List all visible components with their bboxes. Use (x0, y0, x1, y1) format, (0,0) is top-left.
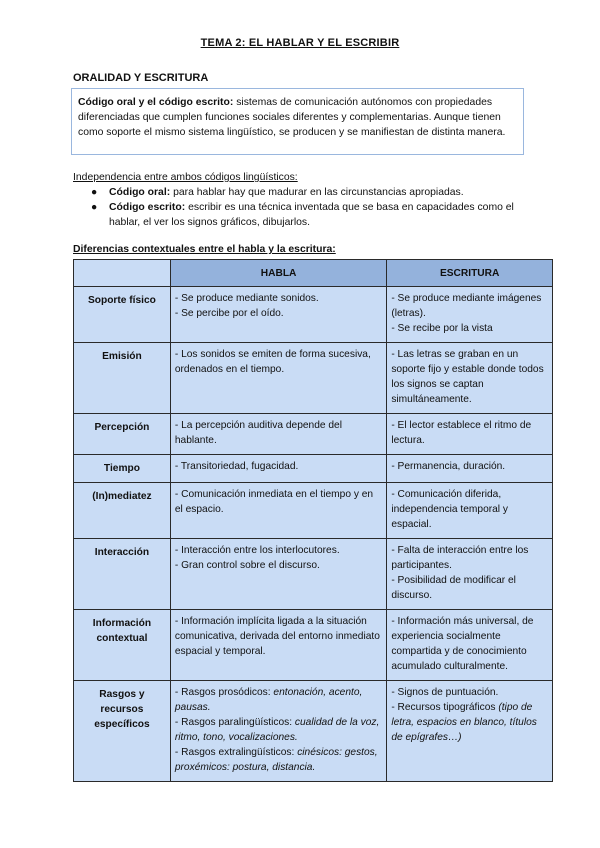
cell-line: - Interacción entre los interlocutores. (174, 545, 340, 556)
independence-heading: Independencia entre ambos códigos lingüísticos: (73, 172, 298, 183)
cell-text: - Recursos tipográficos (391, 702, 499, 713)
cell-italic-text: cinésicos: gestos, proxémicos: postura, distancia. (174, 747, 378, 773)
cell-text: - Signos de puntuación. (391, 687, 499, 698)
list-item (73, 185, 528, 200)
escritura-cell (387, 681, 553, 782)
table-row (74, 455, 553, 483)
habla-cell (170, 414, 386, 455)
cell-text: - Rasgos extralingüísticos: (174, 747, 298, 758)
row-label: Emisión (74, 343, 171, 414)
definition-box (71, 88, 524, 155)
escritura-cell (387, 539, 553, 610)
cell-line (175, 685, 382, 715)
habla-cell (170, 483, 386, 539)
table-heading: Diferencias contextuales entre el habla y la escritura: (73, 244, 336, 255)
cell-italic-text: (tipo de letra, espacios en blanco, títulos de epígrafes…) (391, 702, 537, 743)
habla-cell (170, 343, 386, 414)
cell-line: - Se percibe por el oído. (174, 308, 284, 319)
list-item (73, 200, 528, 230)
document-title: TEMA 2: EL HABLAR Y EL ESCRIBIR (200, 37, 400, 49)
escritura-cell (387, 287, 553, 343)
escritura-cell (387, 455, 553, 483)
table-row (74, 414, 553, 455)
bullet-icon: ● (91, 187, 98, 198)
cell-italic-text: entonación, acento, pausas. (174, 687, 363, 713)
row-label: Percepción (74, 414, 171, 455)
bullet-term: Código oral: (109, 187, 171, 198)
cell-line: - Las letras se graban en un soporte fijo y estable donde todos los signos se captan simultáneamente. (391, 349, 544, 405)
bullet-text: para hablar hay que madurar en las circunstancias apropiadas. (170, 187, 464, 198)
habla-cell (170, 539, 386, 610)
cell-line (175, 715, 382, 745)
cell-line: - Información implícita ligada a la situación comunicativa, derivada del entorno inmediato espacial y temporal. (174, 616, 380, 657)
cell-line: - Transitoriedad, fugacidad. (174, 461, 299, 472)
table-row (74, 539, 553, 610)
escritura-cell (387, 414, 553, 455)
cell-line: - Se produce mediante imágenes (letras). (391, 293, 542, 319)
table-row (74, 287, 553, 343)
habla-cell (170, 287, 386, 343)
cell-line: - Gran control sobre el discurso. (174, 560, 320, 571)
definition-text: sistemas de comunicación autónomos con propiedades diferenciadas que cumplen funciones sociales diferentes y complementarias. Aunque tienen como soporte el mismo sistema lingüístico, se producen y se manifiestan de distinta manera. (78, 97, 506, 138)
bullet-term: Código escrito: (109, 202, 186, 213)
column-header-escritura: ESCRITURA (387, 260, 553, 287)
cell-line: - Permanencia, duración. (391, 461, 506, 472)
cell-line: - La percepción auditiva depende del hablante. (174, 420, 342, 446)
row-label: Rasgos y recursos específicos (74, 681, 171, 782)
habla-cell (170, 455, 386, 483)
row-label: (In)mediatez (74, 483, 171, 539)
cell-line (391, 700, 548, 745)
cell-line: - El lector establece el ritmo de lectura. (391, 420, 532, 446)
table-row (74, 343, 553, 414)
row-label: Interacción (74, 539, 171, 610)
section-title: ORALIDAD Y ESCRITURA (73, 72, 209, 84)
cell-italic-text: cualidad de la voz, ritmo, tono, vocalizaciones. (174, 717, 380, 743)
column-header-habla: HABLA (170, 260, 386, 287)
cell-line: - Posibilidad de modificar el discurso. (391, 575, 516, 601)
escritura-cell (387, 483, 553, 539)
habla-cell (170, 681, 386, 782)
cell-line: - Falta de interacción entre los participantes. (391, 545, 529, 571)
table-row (74, 610, 553, 681)
cell-text: - Rasgos paralingüísticos: (174, 717, 295, 728)
bullet-icon: ● (91, 202, 98, 213)
table-row (74, 681, 553, 782)
bullet-text: escribir es una técnica inventada que se basa en capacidades como el hablar, el ver los signos gráficos, dibujarlos. (109, 202, 514, 228)
cell-line: - Se produce mediante sonidos. (174, 293, 319, 304)
table-corner-cell (74, 260, 171, 287)
table-header-row (74, 260, 553, 287)
table-row (74, 483, 553, 539)
cell-line: - Se recibe por la vista (391, 323, 493, 334)
differences-table (73, 259, 553, 782)
cell-line: - Comunicación inmediata en el tiempo y en el espacio. (174, 489, 374, 515)
row-label: Tiempo (74, 455, 171, 483)
row-label: Soporte físico (74, 287, 171, 343)
cell-line (391, 685, 548, 700)
habla-cell (170, 610, 386, 681)
cell-line: - Comunicación diferida, independencia temporal y espacial. (391, 489, 508, 530)
cell-line: - Los sonidos se emiten de forma sucesiva, ordenados en el tiempo. (174, 349, 371, 375)
row-label: Información contextual (74, 610, 171, 681)
cell-text: - Rasgos prosódicos: (174, 687, 274, 698)
independence-list (73, 185, 528, 230)
escritura-cell (387, 610, 553, 681)
cell-line (175, 745, 382, 775)
escritura-cell (387, 343, 553, 414)
definition-term: Código oral y el código escrito: (78, 97, 234, 108)
cell-line: - Información más universal, de experiencia socialmente compartida y de conocimiento acumulado culturalmente. (391, 616, 534, 672)
